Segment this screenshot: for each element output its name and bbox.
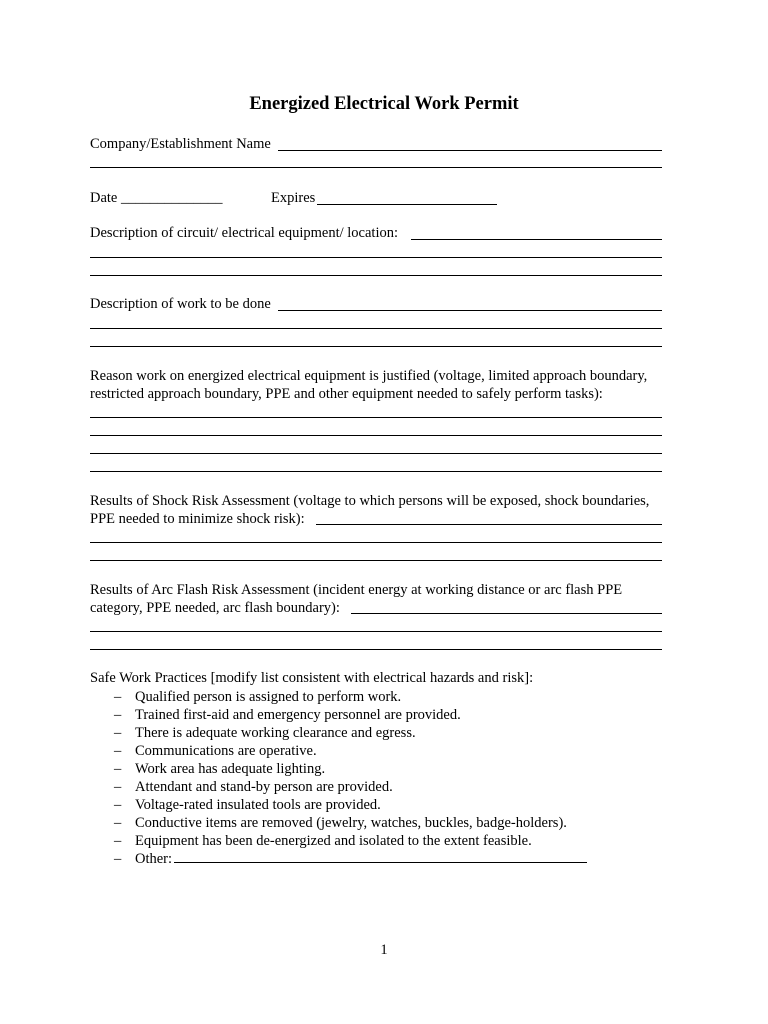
reason-input-line-4[interactable] — [90, 471, 662, 472]
page-title: Energized Electrical Work Permit — [249, 94, 519, 114]
reason-label-line-2: restricted approach boundary, PPE and other equipment needed to safely perform tasks): — [90, 386, 603, 402]
arc-label-line-1: Results of Arc Flash Risk Assessment (incident energy at working distance or arc flash PPE — [90, 582, 623, 598]
safe-work-heading: Safe Work Practices [modify list consistent with electrical hazards and risk]: — [90, 670, 534, 686]
list-item: – There is adequate working clearance and egress. — [114, 725, 416, 741]
safe-work-list — [114, 688, 567, 868]
shock-input-line[interactable] — [316, 524, 662, 525]
reason-label-line-1: Reason work on energized electrical equipment is justified (voltage, limited approach boundary, — [90, 368, 648, 384]
shock-label-line-1: Results of Shock Risk Assessment (voltage to which persons will be exposed, shock boundaries, — [90, 493, 650, 509]
dash-bullet-icon: – — [114, 743, 122, 759]
shock-input-line-2[interactable] — [90, 542, 662, 543]
arc-input-line-2[interactable] — [90, 631, 662, 632]
company-label: Company/Establishment Name — [90, 136, 271, 152]
work-input-line-3[interactable] — [90, 346, 662, 347]
list-item: – Equipment has been de-energized and isolated to the extent feasible. — [114, 833, 532, 849]
dash-bullet-icon: – — [114, 707, 122, 723]
dash-bullet-icon: – — [114, 779, 122, 795]
dash-bullet-icon: – — [114, 797, 122, 813]
circuit-input-line[interactable] — [411, 239, 662, 240]
reason-input-line-1[interactable] — [90, 417, 662, 418]
arc-input-line-3[interactable] — [90, 649, 662, 650]
list-item: – Communications are operative. — [114, 743, 317, 759]
list-item: – Attendant and stand-by person are provided. — [114, 779, 393, 795]
dash-bullet-icon: – — [114, 761, 122, 777]
arc-label-line-2: category, PPE needed, arc flash boundary): — [90, 600, 340, 616]
shock-input-line-3[interactable] — [90, 560, 662, 561]
dash-bullet-icon: – — [114, 725, 122, 741]
list-item: – Work area has adequate lighting. — [114, 761, 326, 777]
dash-bullet-icon: – — [114, 833, 122, 849]
dash-bullet-icon: – — [114, 851, 122, 867]
other-input-line[interactable] — [174, 862, 587, 863]
list-item: – Voltage-rated insulated tools are provided. — [114, 797, 381, 813]
circuit-label: Description of circuit/ electrical equipment/ location: — [90, 225, 399, 241]
date-input-blank[interactable]: ______________ — [121, 190, 223, 206]
company-input-line-2[interactable] — [90, 167, 662, 168]
dash-bullet-icon: – — [114, 815, 122, 831]
list-item: – Qualified person is assigned to perform work. — [114, 689, 402, 705]
date-label: Date ______________ — [90, 190, 223, 206]
circuit-input-line-3[interactable] — [90, 275, 662, 276]
circuit-input-line-2[interactable] — [90, 257, 662, 258]
list-item: – Conductive items are removed (jewelry, watches, buckles, badge-holders). — [114, 815, 567, 831]
work-label: Description of work to be done — [90, 296, 271, 312]
work-input-line-2[interactable] — [90, 328, 662, 329]
list-item: – Trained first-aid and emergency personnel are provided. — [114, 707, 461, 723]
shock-label-line-2: PPE needed to minimize shock risk): — [90, 511, 305, 527]
reason-input-line-3[interactable] — [90, 453, 662, 454]
reason-input-line-2[interactable] — [90, 435, 662, 436]
expires-input-line[interactable] — [317, 204, 497, 205]
page-number: 1 — [380, 942, 388, 958]
company-input-line[interactable] — [278, 150, 662, 151]
expires-label: Expires — [271, 190, 316, 206]
work-input-line[interactable] — [278, 310, 662, 311]
dash-bullet-icon: – — [114, 689, 122, 705]
arc-input-line[interactable] — [351, 613, 662, 614]
list-item-other: – Other: — [114, 851, 173, 867]
